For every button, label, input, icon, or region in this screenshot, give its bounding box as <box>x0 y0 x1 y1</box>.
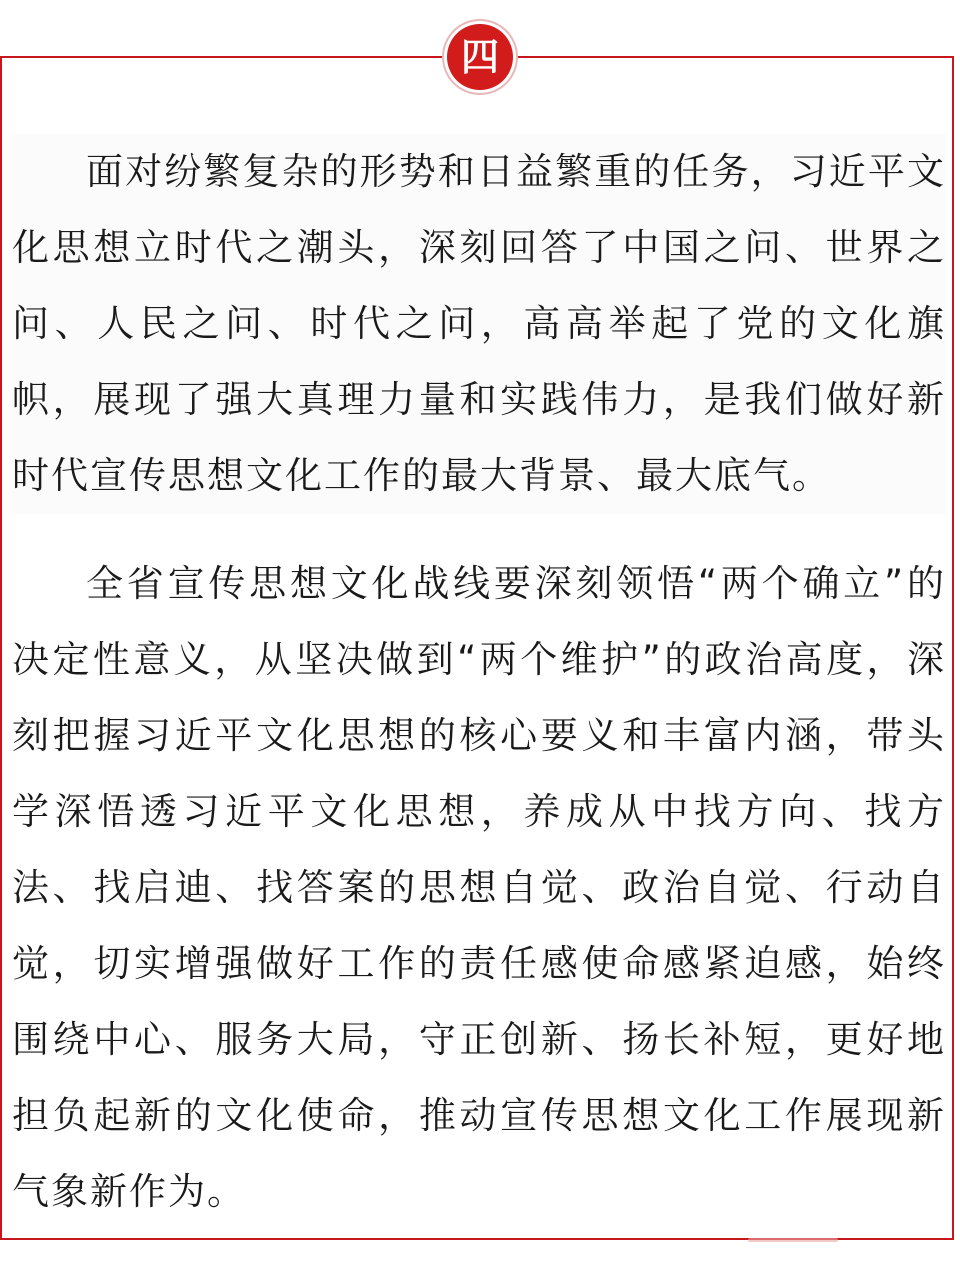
article-paragraph-2: 全省宣传思想文化战线要深刻领悟“两个确立”的决定性意义，从坚决做到“两个维护”的政治高度，深刻把握习近平文化思想的核心要义和丰富内涵，带头学深悟透习近平文化思想，养成从中找方向、找方法、找启迪、找答案的思想自觉、政治自觉、行动自觉，切实增强做好工作的责任感使命感紧迫感，始终围绕中心、服务大局，守正创新、扬长补短，更好地担负起新的文化使命，推动宣传思想文化工作展现新气象新作为。 <box>12 562 946 1213</box>
section-number-badge <box>447 24 513 90</box>
section-number: 四 <box>460 35 499 79</box>
article-paragraph-1: 面对纷繁复杂的形势和日益繁重的任务，习近平文化思想立时代之潮头，深刻回答了中国之问、世界之问、人民之问、时代之问，高高举起了党的文化旗帜，展现了强大真理力量和实践伟力，是我们做好新时代宣传思想文化工作的最大背景、最大底气。 <box>12 134 946 514</box>
bottom-accent-line <box>748 1238 838 1242</box>
